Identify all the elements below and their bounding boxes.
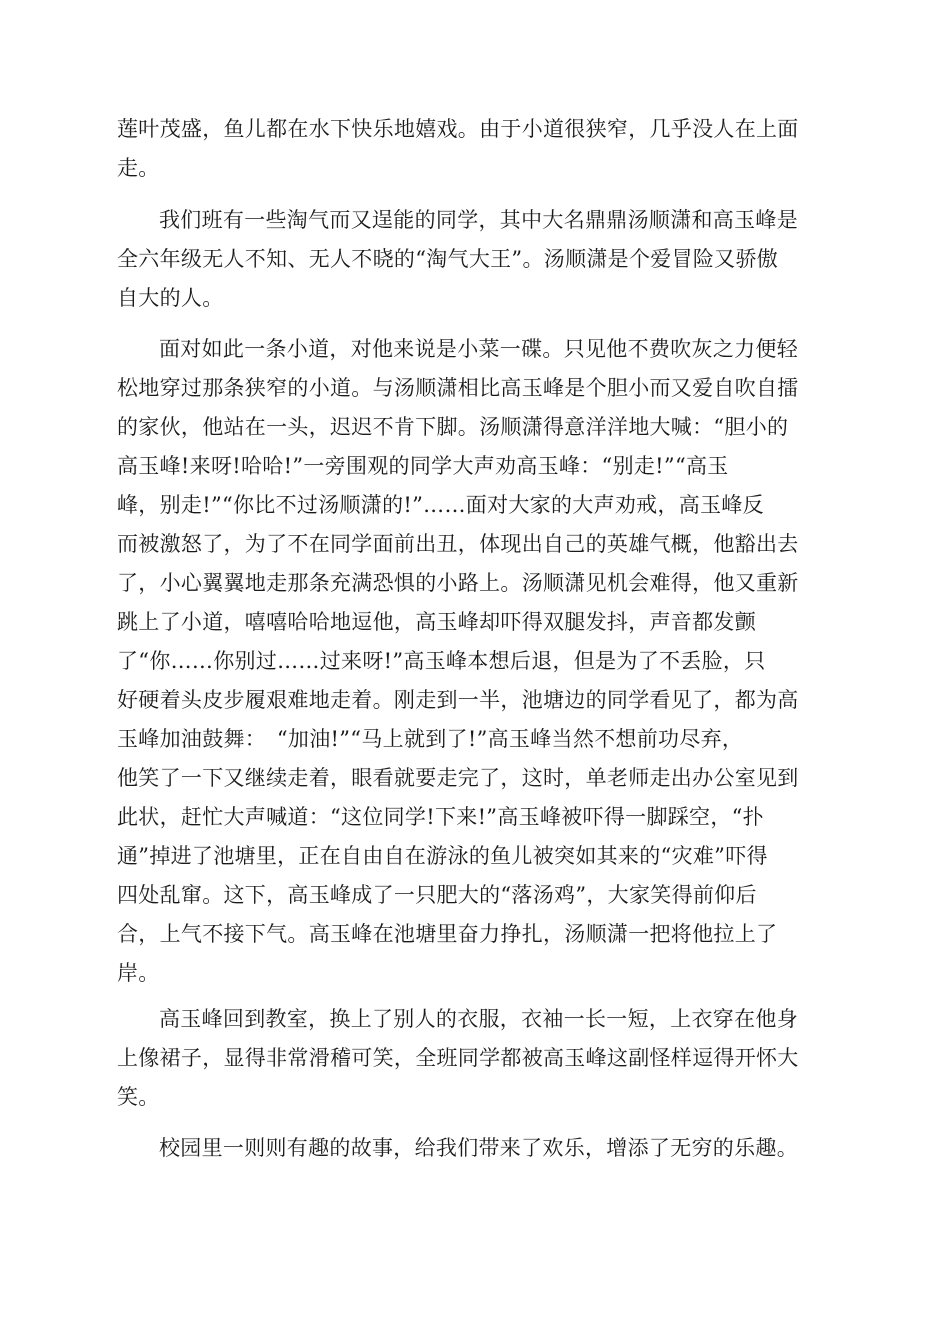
text-line: 上像裙子，显得非常滑稽可笑，全班同学都被高玉峰这副怪样逗得开怀大 [117,1046,799,1070]
text-line: 笑。 [117,1085,160,1109]
text-line: 的家伙，他站在一头，迟迟不肯下脚。汤顺潇得意洋洋地大喊：“胆小的 [117,415,789,439]
text-line: 莲叶茂盛，鱼儿都在水下快乐地嬉戏。由于小道很狭窄，几乎没人在上面 [117,117,799,141]
text-line: 他笑了一下又继续走着，眼看就要走完了，这时，单老师走出办公室见到 [117,766,799,790]
paragraph [117,330,833,993]
text-line: 岸。 [117,961,160,985]
text-line: 高玉峰!来呀!哈哈!”一旁围观的同学大声劝高玉峰：“别走!”“高玉 [117,454,729,478]
text-line: 峰，别走!”“你比不过汤顺潇的!”……面对大家的大声劝戒，高玉峰反 [117,493,764,517]
text-line: 四处乱窜。这下，高玉峰成了一只肥大的“落汤鸡”，大家笑得前仰后 [117,883,757,907]
text-line: 走。 [117,156,160,180]
text-line: 全六年级无人不知、无人不晓的“淘气大王”。汤顺潇是个爱冒险又骄傲 [117,247,779,271]
text-line: 此状，赶忙大声喊道：“这位同学!下来!”高玉峰被吓得一脚踩空，“扑 [117,805,764,829]
text-line: 我们班有一些淘气而又逞能的同学，其中大名鼎鼎汤顺潇和高玉峰是 [159,208,798,232]
text-line: 跳上了小道，嘻嘻哈哈地逗他，高玉峰却吓得双腿发抖，声音都发颤 [117,610,756,634]
text-line: 自大的人。 [117,286,224,310]
text-line: 而被激怒了，为了不在同学面前出丑，体现出自己的英雄气概，他豁出去 [117,532,799,556]
text-line: 高玉峰回到教室，换上了别人的衣服，衣袖一长一短，上衣穿在他身 [159,1007,798,1031]
text-line: 面对如此一条小道，对他来说是小菜一碟。只见他不费吹灰之力便轻 [159,337,798,361]
text-line: 了，小心翼翼地走那条充满恐惧的小路上。汤顺潇见机会难得，他又重新 [117,571,799,595]
text-line: 好硬着头皮步履艰难地走着。刚走到一半，池塘边的同学看见了，都为高 [117,688,799,712]
text-line: 松地穿过那条狭窄的小道。与汤顺潇相比高玉峰是个胆小而又爱自吹自擂 [117,376,799,400]
paragraph [117,110,833,188]
paragraph [117,1000,833,1117]
paragraph [117,201,833,318]
text-line: 合，上气不接下气。高玉峰在池塘里奋力挣扎，汤顺潇一把将他拉上了 [117,922,778,946]
text-line: 校园里一则则有趣的故事，给我们带来了欢乐，增添了无穷的乐趣。 [159,1136,798,1160]
text-line: 通”掉进了池塘里，正在自由自在游泳的鱼儿被突如其来的“灾难”吓得 [117,844,768,868]
text-line: 玉峰加油鼓舞： “加油!”“马上就到了!”高玉峰当然不想前功尽弃， [117,727,744,751]
text-line: 了“你……你别过……过来呀!”高玉峰本想后退，但是为了不丢脸，只 [117,649,766,673]
paragraph [117,1129,833,1168]
